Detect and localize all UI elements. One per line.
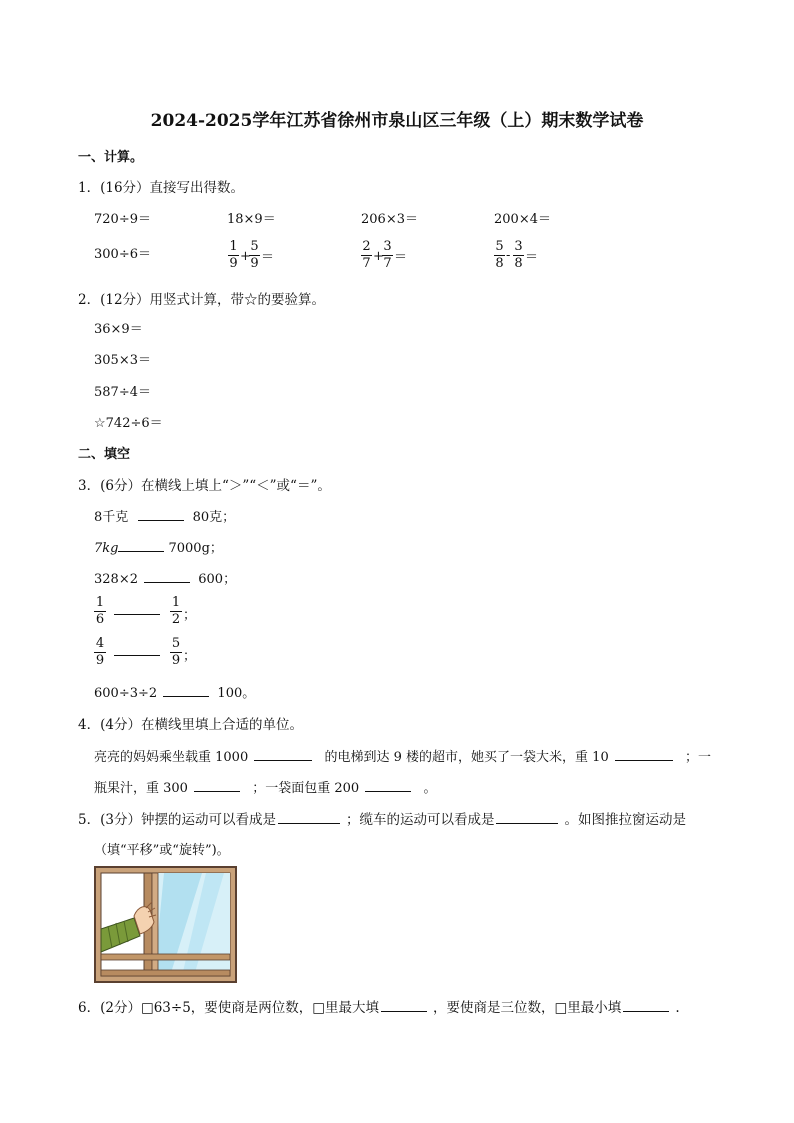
numerator: 1 — [229, 239, 238, 254]
q3-right-term: 80克； — [192, 510, 236, 525]
q5-text: ；缆车的运动可以看成是 — [345, 812, 495, 828]
answer-blank-wrapper — [114, 641, 160, 660]
q4-text: 亮亮的妈妈乘坐载重 1000 — [94, 750, 249, 765]
answer-blank[interactable] — [118, 537, 164, 552]
operator: - — [506, 248, 511, 263]
question-5-line-2: （填“平移”或“旋转”)。 — [94, 843, 230, 858]
q1-item-3: 206×3＝ — [361, 212, 418, 227]
q1-fraction-expression-2 — [361, 240, 421, 276]
fraction — [170, 596, 182, 627]
fraction — [249, 240, 260, 271]
numerator: 5 — [495, 239, 504, 254]
answer-blank[interactable] — [163, 682, 209, 697]
question-3-stem: 3．(6分）在横线上填上“＞”“＜”或“＝”。 — [78, 478, 331, 494]
q3-left-term: 7kg — [94, 541, 119, 556]
semicolon: ； — [183, 649, 197, 664]
denominator: 8 — [514, 256, 523, 271]
question-6 — [78, 996, 680, 1016]
fraction — [361, 240, 372, 271]
question-1-stem: 1．(16分）直接写出得数。 — [78, 180, 245, 196]
q1-fraction-expression-3 — [494, 240, 554, 276]
denominator: 7 — [383, 256, 392, 271]
q3-right-term: 600； — [198, 572, 237, 587]
q2-item-2: 305×3＝ — [94, 353, 151, 368]
q4-text: ；一 — [685, 750, 712, 765]
q1-fraction-expression-1 — [228, 240, 288, 276]
operator: + — [373, 249, 384, 264]
answer-blank[interactable] — [114, 641, 160, 656]
sliding-window-illustration — [94, 866, 237, 983]
q3-right-term: 100。 — [217, 686, 256, 701]
fraction — [94, 596, 106, 627]
q2-item-3: 587÷4＝ — [94, 385, 151, 400]
fraction — [94, 637, 106, 668]
q2-item-1: 36×9＝ — [94, 322, 143, 337]
numerator: 1 — [95, 595, 105, 610]
q6-text: 6．(2分）□63÷5，要使商是两位数，□里最大填 — [78, 1000, 380, 1016]
page-title: 2024-2025学年江苏省徐州市泉山区三年级（上）期末数学试卷 — [150, 111, 644, 131]
answer-blank[interactable] — [254, 746, 312, 761]
q1-item-4: 200×4＝ — [494, 212, 551, 227]
equals-sign: ＝ — [261, 250, 275, 265]
denominator: 9 — [95, 653, 105, 668]
q3-line-4 — [94, 596, 204, 632]
answer-blank[interactable] — [194, 777, 240, 792]
numerator: 3 — [514, 239, 523, 254]
answer-blank-wrapper — [114, 600, 160, 619]
q5-text: 。如图推拉窗运动是 — [564, 812, 686, 828]
denominator: 9 — [171, 653, 181, 668]
sliding-window-icon — [94, 866, 237, 983]
equals-sign: ＝ — [394, 250, 408, 265]
operator: + — [240, 249, 251, 264]
numerator: 5 — [250, 239, 259, 254]
denominator: 6 — [95, 612, 105, 627]
q3-line-6 — [94, 682, 255, 701]
q4-line-1 — [94, 746, 711, 765]
denominator: 2 — [171, 612, 181, 627]
q3-left-term: 8千克 — [94, 510, 129, 525]
answer-blank[interactable] — [381, 997, 427, 1012]
fraction — [382, 240, 393, 271]
q5-text: 5．(3分）钟摆的运动可以看成是 — [78, 812, 276, 828]
numerator: 3 — [383, 239, 392, 254]
q1-item-2: 18×9＝ — [227, 212, 276, 227]
denominator: 9 — [229, 256, 238, 271]
answer-blank[interactable] — [114, 600, 160, 615]
semicolon: ； — [183, 608, 197, 623]
q3-right-term: 7000g； — [168, 541, 223, 556]
q4-line-2 — [94, 777, 436, 796]
q3-left-term: 328×2 — [94, 572, 138, 587]
q3-left-term: 600÷3÷2 — [94, 686, 158, 701]
answer-blank[interactable] — [623, 997, 669, 1012]
q4-text: ；一袋面包重 200 — [252, 781, 360, 796]
numerator: 2 — [362, 239, 371, 254]
numerator: 1 — [171, 595, 181, 610]
question-2-stem: 2．(12分）用竖式计算，带☆的要验算。 — [78, 292, 326, 308]
fraction — [228, 240, 239, 271]
denominator: 8 — [495, 256, 504, 271]
q3-line-1 — [94, 506, 235, 525]
q2-item-4: ☆742÷6＝ — [94, 416, 163, 431]
q4-text: 。 — [423, 781, 437, 796]
question-5-line-1 — [78, 808, 686, 828]
answer-blank[interactable] — [615, 746, 673, 761]
answer-blank[interactable] — [278, 809, 340, 824]
answer-blank[interactable] — [496, 809, 558, 824]
q4-text: 瓶果汁，重 300 — [94, 781, 188, 796]
numerator: 5 — [171, 636, 181, 651]
fraction — [170, 637, 182, 668]
q3-line-5 — [94, 637, 204, 673]
q1-item-1: 720÷9＝ — [94, 212, 151, 227]
q1-item-5: 300÷6＝ — [94, 247, 151, 262]
section-heading-1: 一、计算。 — [78, 150, 144, 165]
denominator: 7 — [362, 256, 371, 271]
question-4-stem: 4．(4分）在横线里填上合适的单位。 — [78, 717, 303, 733]
q6-text: ，要使商是三位数，□里最小填 — [433, 1000, 622, 1016]
q4-text: 的电梯到达 9 楼的超市，她买了一袋大米，重 10 — [324, 750, 609, 765]
answer-blank[interactable] — [144, 568, 190, 583]
q3-line-3 — [94, 568, 236, 587]
denominator: 9 — [250, 256, 259, 271]
answer-blank[interactable] — [138, 506, 184, 521]
answer-blank[interactable] — [365, 777, 411, 792]
numerator: 4 — [95, 636, 105, 651]
fraction — [494, 240, 505, 271]
section-heading-2: 二、填空 — [78, 447, 131, 462]
q6-text: . — [675, 1000, 680, 1016]
equals-sign: ＝ — [525, 250, 539, 265]
fraction — [513, 240, 524, 271]
q3-line-2 — [94, 537, 223, 556]
